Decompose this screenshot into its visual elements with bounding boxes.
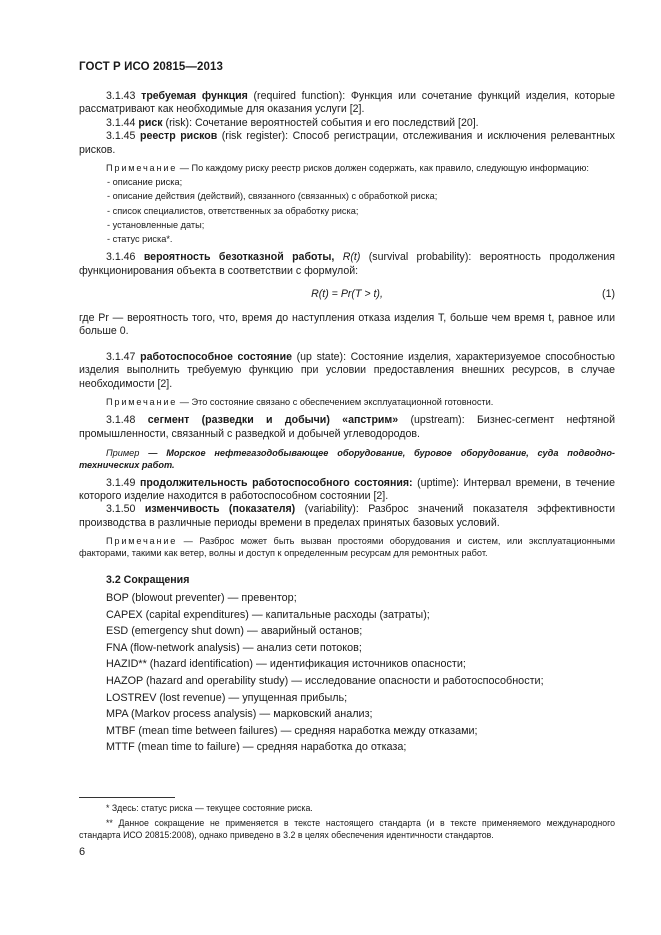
abbreviation-item: HAZOP (hazard and operability study) — исследование опасности и работоспособности; [106,674,544,687]
definition-3-1-47 [79,351,615,391]
definition-term: изменчивость (показателя) [144,503,296,516]
list-item: - список специалистов, ответственных за обработку риска; [107,205,359,216]
definition-text: (risk register): Способ регистрации, отслеживания и исключения релевантных рисков. [79,130,615,156]
definition-text: (survival probability): вероятность продолжения функционирования объекта в соответствии с формулой: [79,251,615,277]
definition-text: (required function): Функция или сочетание функций изделия, которые рассматривают как необходимые для оказания услуги [2]. [79,90,615,116]
example-text: — Морское нефтегазодобывающее оборудование, буровое оборудование, суда подводно-технических работ. [79,448,615,471]
formula-where-clause: где Pr — вероятность того, что, время до наступления отказа изделия T, больше чем время t, равное или больше 0. [79,312,615,338]
footnote-2: ** Данное сокращение не применяется в тексте настоящего стандарта (и в тексте применяемого международного стандарта ИСО 20815:2008), однако приведено в 3.2 в целях обеспечения идентичности стандартов. [79,818,615,840]
formula-1 [79,286,615,306]
abbreviation-item: MPA (Markov process analysis) — марковский анализ; [106,708,373,721]
definition-term: риск [138,116,163,129]
footnote-divider [79,797,175,798]
page-number: 6 [79,846,86,858]
note-text: — Разброс может быть вызван простоями оборудования и систем, или эксплуатационными факторами, такими как ветер, волны и доступ к определенным ресурсам для ремонтных работ. [79,536,615,559]
list-item: - описание действия (действий), связанного (связанных) с обработкой риска; [107,191,438,202]
example-upstream [79,447,615,471]
abbreviation-item: BOP (blowout preventer) — превентор; [106,591,297,604]
abbreviation-item: FNA (flow-network analysis) — анализ сети потоков; [106,641,362,654]
definition-3-1-44 [79,117,615,130]
footnote-1: * Здесь: статус риска — текущее состояние риска. [106,803,313,813]
page-header: ГОСТ Р ИСО 20815—2013 [79,61,224,73]
list-item: - установленные даты; [107,219,205,230]
note-up-state [79,396,615,408]
definition-term: сегмент (разведки и добычи) «апстрим» [147,414,399,427]
note-text: — По каждому риску реестр рисков должен содержать, как правило, следующую информацию: [177,163,589,174]
definition-number: 3.1.44 [106,116,139,129]
document-body [79,90,615,756]
note-label: Примечание [106,536,178,547]
definition-3-1-46 [79,251,615,278]
section-title: 3.2 Сокращения [106,573,190,586]
abbreviation-item: MTTF (mean time to failure) — средняя наработка до отказа; [106,741,407,754]
definition-text: (risk): Сочетание вероятностей события и его последствий [20]. [162,116,479,129]
abbreviation-item: LOSTREV (lost revenue) — упущенная прибыль; [106,691,348,704]
definition-text: (uptime): Интервал времени, в течение которого изделие находится в работоспособном состоянии [2]. [79,476,615,502]
definition-number: 3.1.46 [106,251,144,264]
abbreviation-list [79,590,615,756]
definition-text: (up state): Состояние изделия, характеризуемое способностью изделия выполнить требуемую функцию при условии предоставления внешних ресурсов, в случае необходимости [2]. [79,350,615,390]
definition-3-1-43 [79,90,615,117]
note-variability [79,535,615,559]
definition-term: вероятность безотказной работы, [143,251,335,264]
definition-term: требуемая функция [141,90,248,102]
definition-3-1-48 [79,414,615,441]
note-list [79,176,615,245]
definition-3-1-45 [79,130,615,157]
definition-term: реестр рисков [140,130,218,143]
definition-number: 3.1.43 [106,90,142,102]
formula-text: R(t) = Pr(T > t), [311,288,383,301]
definition-number: 3.1.48 [106,414,148,427]
definition-text: (upstream): Бизнес-сегмент нефтяной промышленности, связанный с разведкой и добычей углеводородов. [79,414,615,440]
definition-term: работоспособное состояние [140,350,292,363]
definition-term: продолжительность работоспособного состояния: [140,476,413,489]
definition-number: 3.1.47 [106,350,141,363]
definition-number: 3.1.49 [106,476,141,489]
definition-symbol: R(t) [334,251,361,264]
note-label: Примечание [106,163,178,174]
abbreviation-item: CAPEX (capital expenditures) — капитальные расходы (затраты); [106,608,430,621]
definition-3-1-50 [79,503,615,530]
formula-number: (1) [602,288,615,301]
definition-text: (variability): Разброс значений показателя эффективности производства в различные периоды времени в пределах принятых базовых условий. [79,503,615,529]
example-label: Пример [106,448,140,459]
abbreviation-item: ESD (emergency shut down) — аварийный останов; [106,625,363,638]
definition-3-1-49 [79,477,615,504]
definition-number: 3.1.45 [106,130,140,143]
list-item: - статус риска*. [107,234,173,245]
abbreviation-item: HAZID** (hazard identification) — идентификация источников опасности; [106,658,466,671]
abbreviation-item: MTBF (mean time between failures) — средняя наработка между отказами; [106,724,478,737]
note-label: Примечание [106,397,178,408]
definition-number: 3.1.50 [106,503,145,516]
note-text: — Это состояние связано с обеспечением эксплуатационной готовности. [177,397,494,408]
note-risk-register [79,162,615,174]
list-item: - описание риска; [107,177,183,188]
